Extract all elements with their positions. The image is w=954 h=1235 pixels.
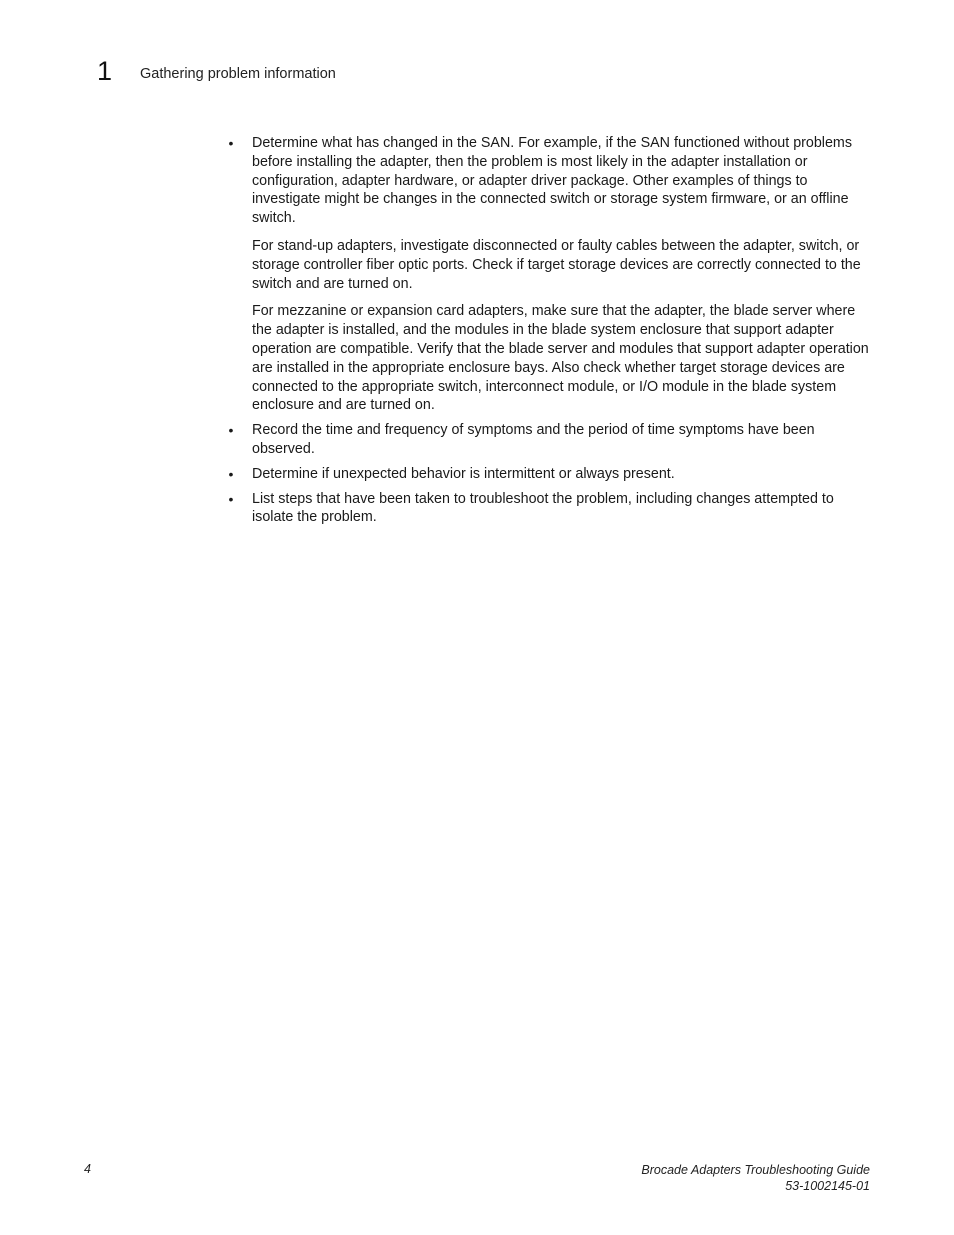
paragraph: For stand-up adapters, investigate disconnected or faulty cables between the adapter, switch, or storage controller fiber optic ports. Check if target storage devices are correctly connected to the switch and are turned on. [252, 237, 861, 292]
paragraph: Determine if unexpected behavior is intermittent or always present. [252, 465, 675, 482]
bullet-icon: • [228, 490, 234, 507]
paragraph: List steps that have been taken to troubleshoot the problem, including changes attempted to isolate the problem. [252, 490, 834, 526]
paragraph: Determine what has changed in the SAN. For example, if the SAN functioned without problems before installing the adapter, then the problem is most likely in the adapter installation or configuration, adapter hardware, or adapter driver package. Other examples of things to investigate might be changes in the connected switch or storage system firmware, or an offline switch. [252, 135, 852, 227]
page-number: 4 [84, 1162, 91, 1176]
doc-number: 53-1002145-01 [785, 1179, 870, 1193]
body-content [226, 134, 871, 533]
chapter-number: 1 [97, 56, 113, 86]
bullet-item [226, 465, 871, 484]
paragraph: For mezzanine or expansion card adapters, make sure that the adapter, the blade server where the adapter is installed, and the modules in the blade system enclosure that support adapter operation are compatible. Verify that the blade server and modules that support adapter operation are installed in the appropriate enclosure bays. Also check whether target storage devices are connected to the appropriate switch, interconnect module, or I/O module in the blade system enclosure and are turned on. [252, 303, 869, 414]
bullet-icon: • [228, 422, 234, 439]
bullet-item [226, 134, 871, 415]
bullet-item [226, 490, 871, 528]
bullet-icon: • [228, 135, 234, 151]
paragraph: Record the time and frequency of symptoms and the period of time symptoms have been observed. [252, 422, 815, 457]
bullet-icon: • [228, 465, 234, 482]
bullet-item [226, 421, 871, 459]
section-title: Gathering problem information [140, 66, 336, 82]
footer-info [641, 1162, 870, 1194]
book-title: Brocade Adapters Troubleshooting Guide [641, 1163, 870, 1177]
